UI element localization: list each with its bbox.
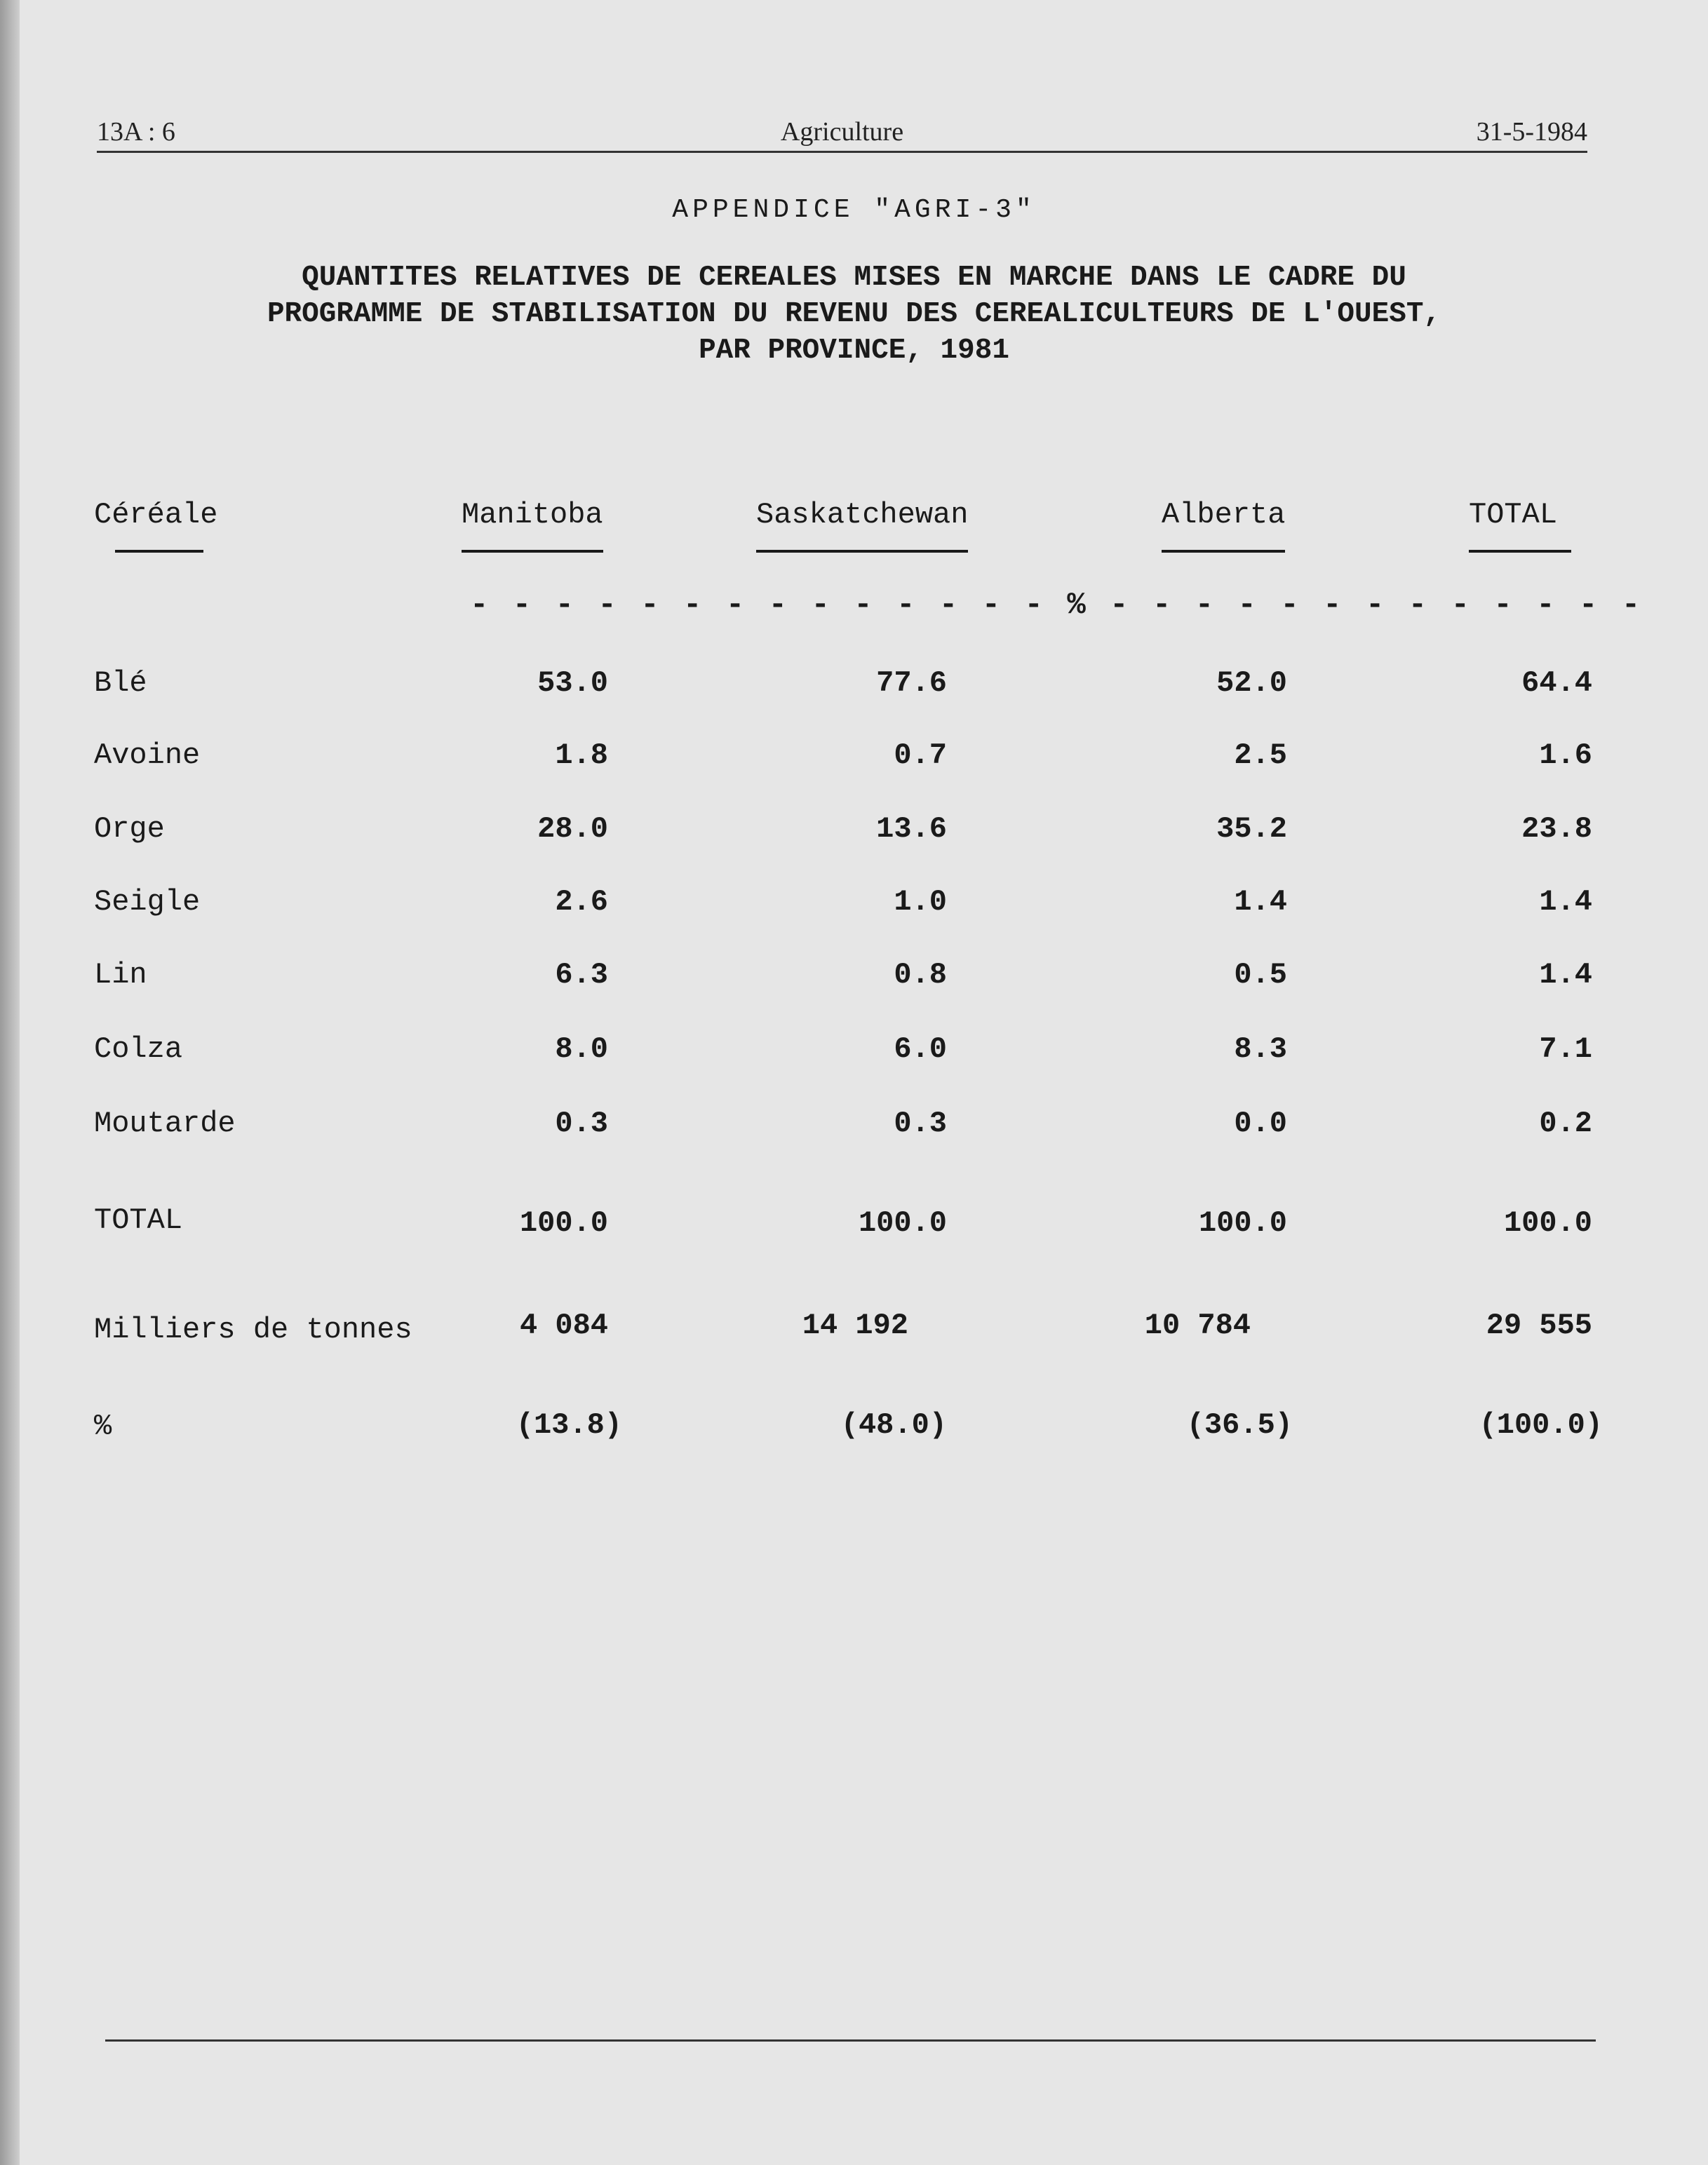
cell-manitoba: 8.0: [555, 1032, 608, 1066]
cell-saskatchewan: 0.7: [894, 738, 947, 772]
cell-alberta: 0.5: [1234, 958, 1287, 992]
cell-manitoba: 6.3: [555, 958, 608, 992]
unit-row: - - - - - - - - - - - - - - % - - - - - - - - - - - - -: [470, 588, 1643, 623]
row-label: TOTAL: [94, 1203, 183, 1237]
header-underline: [756, 550, 968, 553]
cell-total: 7.1: [1539, 1032, 1592, 1066]
cell-alberta: 10 784: [1144, 1309, 1251, 1342]
cell-manitoba: 100.0: [519, 1206, 608, 1240]
row-label: Avoine: [94, 738, 201, 772]
header-underline: [462, 550, 603, 553]
cell-total: 0.2: [1539, 1107, 1592, 1140]
row-label: Blé: [94, 666, 147, 700]
column-header-total: TOTAL: [1469, 498, 1557, 532]
cell-alberta: 8.3: [1234, 1032, 1287, 1066]
cell-total: 1.4: [1539, 958, 1592, 992]
cell-total: 29 555: [1486, 1309, 1592, 1342]
cell-manitoba: 4 084: [519, 1309, 608, 1342]
column-header-saskatchewan: Saskatchewan: [756, 498, 968, 532]
cell-saskatchewan: 6.0: [894, 1032, 947, 1066]
table-title: [0, 259, 1708, 369]
cell-manitoba: 1.8: [555, 738, 608, 772]
table-title-line: QUANTITES RELATIVES DE CEREALES MISES EN MARCHE DANS LE CADRE DU: [302, 262, 1406, 294]
running-head: [97, 112, 1587, 154]
cell-manitoba: (13.8): [516, 1408, 622, 1442]
cell-saskatchewan: (48.0): [840, 1408, 947, 1442]
column-header-manitoba: Manitoba: [462, 498, 603, 532]
cell-alberta: 1.4: [1234, 885, 1287, 919]
header-underline: [1162, 550, 1285, 553]
footer-rule: [105, 2039, 1596, 2042]
header-underline: [1469, 550, 1571, 553]
cell-saskatchewan: 100.0: [858, 1206, 947, 1240]
cell-alberta: 2.5: [1234, 738, 1287, 772]
cell-alberta: 100.0: [1198, 1206, 1287, 1240]
section-name: Agriculture: [780, 117, 904, 147]
cell-saskatchewan: 14 192: [802, 1309, 908, 1342]
cell-saskatchewan: 0.8: [894, 958, 947, 992]
cell-alberta: 52.0: [1216, 666, 1287, 700]
cell-total: 1.4: [1539, 885, 1592, 919]
page-number: 13A : 6: [97, 117, 175, 147]
cell-alberta: 35.2: [1216, 812, 1287, 846]
row-label: Moutarde: [94, 1107, 236, 1140]
cell-saskatchewan: 1.0: [894, 885, 947, 919]
cell-total: 23.8: [1521, 812, 1592, 846]
table-title-line: PROGRAMME DE STABILISATION DU REVENU DES CEREALICULTEURS DE L'OUEST,: [267, 298, 1441, 330]
cell-saskatchewan: 77.6: [876, 666, 947, 700]
document-date: 31-5-1984: [1476, 117, 1587, 147]
cell-alberta: (36.5): [1186, 1408, 1293, 1442]
table-title-line: PAR PROVINCE, 1981: [699, 335, 1009, 367]
appendix-title: APPENDICE "AGRI-3": [672, 195, 1036, 225]
cell-manitoba: 28.0: [537, 812, 608, 846]
row-label: Milliers de tonnes: [94, 1313, 412, 1347]
cell-total: 100.0: [1503, 1206, 1592, 1240]
cell-total: 1.6: [1539, 738, 1592, 772]
header-underline: [115, 550, 203, 553]
column-header-cereal: Céréale: [94, 498, 217, 532]
row-label: Seigle: [94, 885, 201, 919]
cell-manitoba: 2.6: [555, 885, 608, 919]
cell-manitoba: 53.0: [537, 666, 608, 700]
header-rule: [97, 151, 1587, 153]
cell-saskatchewan: 0.3: [894, 1107, 947, 1140]
cell-total: (100.0): [1479, 1408, 1603, 1442]
cell-total: 64.4: [1521, 666, 1592, 700]
row-label: Colza: [94, 1032, 183, 1066]
cell-alberta: 0.0: [1234, 1107, 1287, 1140]
cell-saskatchewan: 13.6: [876, 812, 947, 846]
row-label: Orge: [94, 812, 165, 846]
row-label: %: [94, 1410, 112, 1443]
cell-manitoba: 0.3: [555, 1107, 608, 1140]
row-label: Lin: [94, 958, 147, 992]
column-header-alberta: Alberta: [1162, 498, 1285, 532]
